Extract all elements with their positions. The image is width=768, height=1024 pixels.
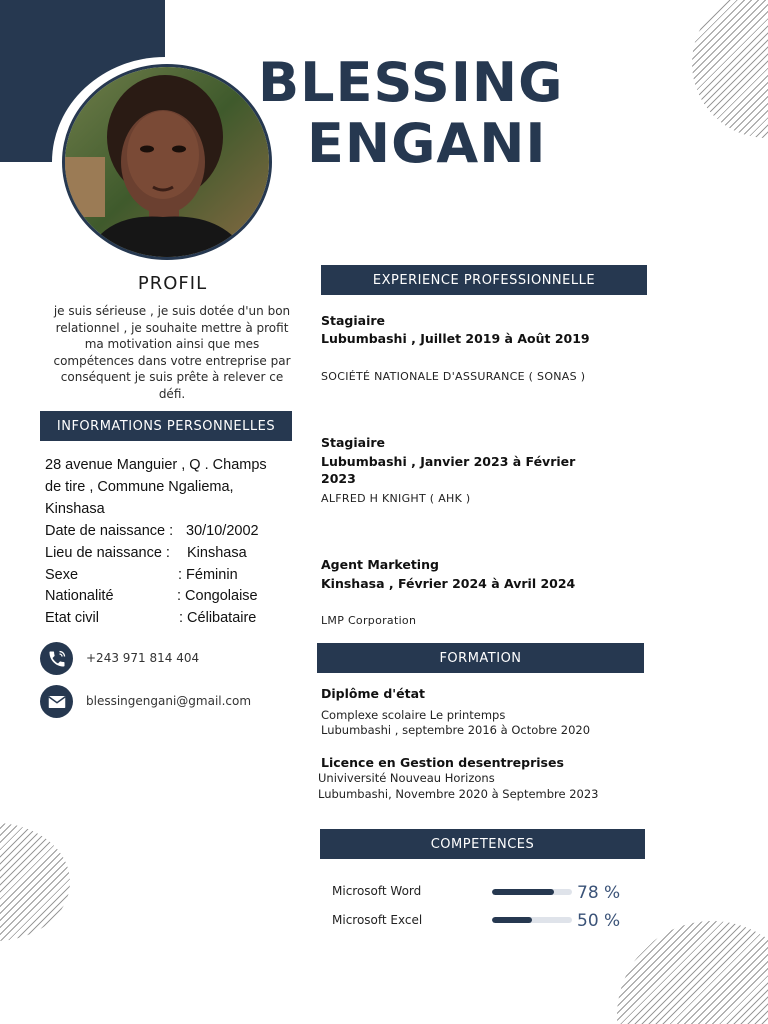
row-value: : Congolaise xyxy=(177,588,258,604)
job-organization: SOCIÉTÉ NATIONALE D'ASSURANCE ( SONAS ) xyxy=(321,370,586,383)
school-period: Lubumbashi , septembre 2016 à Octobre 2020 xyxy=(321,723,591,737)
personal-info-header: INFORMATIONS PERSONNELLES xyxy=(40,411,292,441)
address-line: 28 avenue Manguier , Q . Champs xyxy=(45,457,267,473)
avatar-photo xyxy=(62,64,272,260)
school-name: Univiversité Nouveau Horizons xyxy=(318,771,495,785)
address-line: Kinshasa xyxy=(45,501,105,517)
row-value: : Célibataire xyxy=(179,610,257,626)
skills-header: COMPETENCES xyxy=(320,829,645,859)
civil-status-row xyxy=(45,610,305,630)
skill-bar xyxy=(492,889,572,895)
job-role: Agent Marketing xyxy=(321,557,439,572)
address-line: de tire , Commune Ngaliema, xyxy=(45,479,234,495)
job-organization: LMP Corporation xyxy=(321,614,417,627)
row-value: Kinshasa xyxy=(187,545,247,561)
degree-title: Diplôme d'état xyxy=(321,686,425,701)
profile-title: PROFIL xyxy=(137,273,208,294)
phone-icon xyxy=(40,642,73,675)
skill-percent: 50 % xyxy=(577,911,621,931)
row-label: Nationalité xyxy=(45,588,114,604)
row-value: 30/10/2002 xyxy=(186,523,259,539)
nationality-row xyxy=(45,588,305,608)
profile-text: je suis sérieuse , je suis dotée d'un bon relationnel , je souhaite mettre à profit ma motivation ainsi que mes compétences dans votre entreprise par conséquent je suis prête à relever ce défi. xyxy=(53,304,291,401)
portrait-illustration xyxy=(65,67,269,257)
job-role: Stagiaire xyxy=(321,435,386,450)
job-role: Stagiaire xyxy=(321,313,386,328)
skill-bar-fill xyxy=(492,917,532,923)
skill-bar xyxy=(492,917,572,923)
hatched-circle-decoration xyxy=(692,0,768,138)
birth-date-row xyxy=(45,523,305,543)
birth-place-row xyxy=(45,545,305,565)
experience-header: EXPERIENCE PROFESSIONNELLE xyxy=(321,265,647,295)
skill-bar-fill xyxy=(492,889,554,895)
envelope-icon-glyph xyxy=(48,695,66,709)
email-address: blessingengani@gmail.com xyxy=(86,694,252,708)
job-period: Lubumbashi , Janvier 2023 à Février xyxy=(321,454,576,469)
job-organization: ALFRED H KNIGHT ( AHK ) xyxy=(321,492,471,505)
skill-percent: 78 % xyxy=(577,883,621,903)
row-label: Lieu de naissance : xyxy=(45,545,170,561)
skill-name: Microsoft Word xyxy=(332,884,422,898)
phone-number: +243 971 814 404 xyxy=(86,651,200,665)
school-name: Complexe scolaire Le printemps xyxy=(321,708,506,722)
row-value: : Féminin xyxy=(178,567,238,583)
row-label: Sexe xyxy=(45,567,79,583)
formation-header: FORMATION xyxy=(317,643,644,673)
hatched-circle-decoration xyxy=(617,921,768,1024)
row-label: Date de naissance : xyxy=(45,523,174,539)
name-last: ENGANI xyxy=(307,112,547,175)
skill-name: Microsoft Excel xyxy=(332,913,423,927)
row-label: Etat civil xyxy=(45,610,99,626)
job-period-cont: 2023 xyxy=(321,471,356,486)
hatched-circle-decoration xyxy=(0,823,70,941)
job-period: Kinshasa , Février 2024 à Avril 2024 xyxy=(321,576,576,591)
phone-icon-glyph xyxy=(47,649,67,669)
envelope-icon xyxy=(40,685,73,718)
sex-row xyxy=(45,567,305,587)
name-first: BLESSING xyxy=(258,51,564,114)
job-period: Lubumbashi , Juillet 2019 à Août 2019 xyxy=(321,331,590,346)
degree-title: Licence en Gestion desentreprises xyxy=(321,755,564,770)
school-period: Lubumbashi, Novembre 2020 à Septembre 2023 xyxy=(318,787,599,801)
